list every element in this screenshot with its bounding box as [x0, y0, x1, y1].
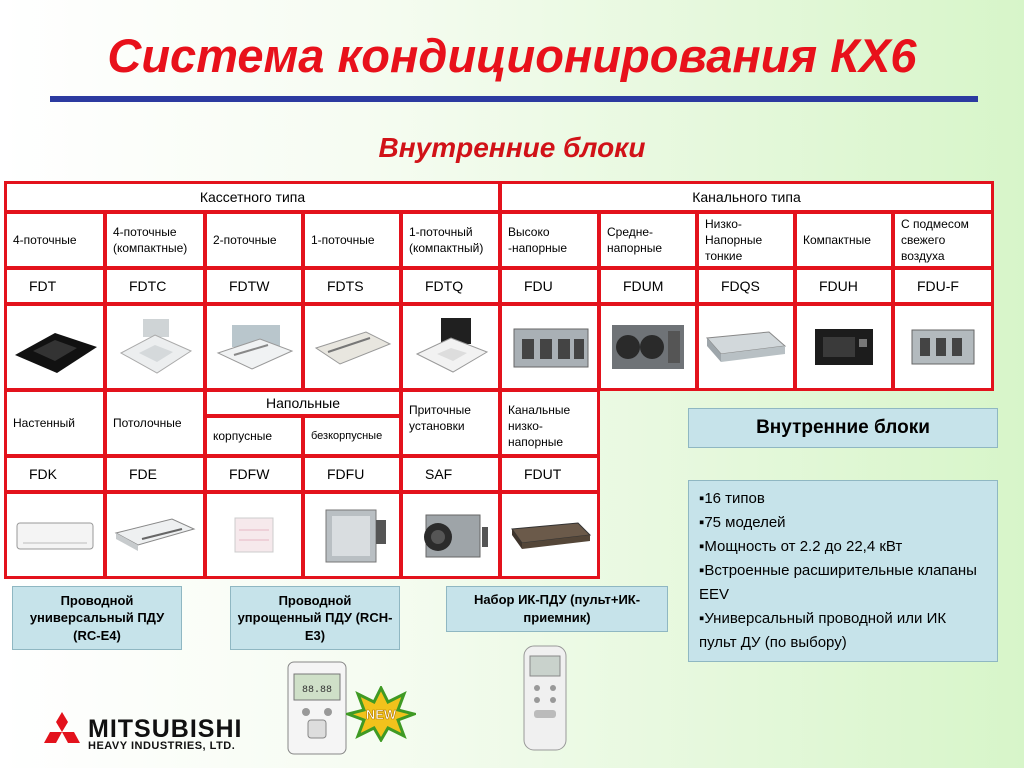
model-code: FDK: [4, 455, 106, 493]
unit-image-fdu-f: [892, 303, 994, 391]
info-item: ▪Встроенные расширительные клапаны EEV: [699, 562, 977, 603]
type-label-floor-case: корпусные: [204, 415, 304, 457]
model-code: FDT: [4, 267, 106, 305]
remote-label-rc-e4: Проводной универсальный ПДУ (RC-E4): [12, 586, 182, 650]
new-badge: [346, 686, 416, 747]
unit-image-fdum: [598, 303, 698, 391]
remote-label-rch-e3: Проводной упрощенный ПДУ (RCH-E3): [230, 586, 400, 650]
model-code: FDQS: [696, 267, 796, 305]
model-code: FDTW: [204, 267, 304, 305]
unit-image-fdt: [4, 303, 106, 391]
unit-image-fdqs: [696, 303, 796, 391]
type-label-floor-nocase: безкорпусные: [302, 415, 402, 457]
unit-image-saf: [400, 491, 501, 579]
title-divider: [50, 96, 978, 102]
wired-remote-image: [286, 660, 348, 761]
unit-image-fdtc: [104, 303, 206, 391]
model-code: FDUH: [794, 267, 894, 305]
info-list: [688, 480, 998, 662]
info-item: ▪Мощность от 2.2 до 22,4 кВт: [699, 538, 903, 555]
unit-image-fdk: [4, 491, 106, 579]
type-label: 4-поточные: [4, 211, 106, 269]
type-label-supply: Приточные установки: [400, 389, 501, 457]
unit-image-fdtq: [400, 303, 501, 391]
model-code: FDTQ: [400, 267, 501, 305]
page-title: Система кондиционирования КХ6: [107, 29, 917, 82]
type-label-ceiling: Потолочные: [104, 389, 206, 457]
model-code: FDUT: [499, 455, 600, 493]
unit-image-fduh: [794, 303, 894, 391]
type-label: С подмесом свежего воздуха: [892, 211, 994, 269]
model-code: FDFU: [302, 455, 402, 493]
group-cassette: Кассетного типа: [4, 181, 501, 213]
model-code: FDE: [104, 455, 206, 493]
type-label: Высоко -напорные: [499, 211, 600, 269]
type-label: 1-поточные: [302, 211, 402, 269]
model-code: FDFW: [204, 455, 304, 493]
info-item: ▪75 моделей: [699, 514, 786, 531]
model-code: FDU-F: [892, 267, 994, 305]
type-label: Низко- Напорные тонкие: [696, 211, 796, 269]
model-code: SAF: [400, 455, 501, 493]
unit-image-fdu: [499, 303, 600, 391]
unit-image-fdfw: [204, 491, 304, 579]
remote-label-ir: Набор ИК-ПДУ (пульт+ИК-приемник): [446, 586, 668, 632]
type-label-wall: Настенный: [4, 389, 106, 457]
group-ducted: Канального типа: [499, 181, 994, 213]
model-code: FDTC: [104, 267, 206, 305]
unit-image-fde: [104, 491, 206, 579]
type-label-duct-low: Канальные низко- напорные: [499, 389, 600, 457]
type-label: Средне- напорные: [598, 211, 698, 269]
remote-screen-text: 88.88: [301, 685, 333, 696]
new-badge-text: NEW: [365, 707, 397, 722]
type-label-floor: Напольные: [204, 389, 402, 417]
type-label: 4-поточные (компактные): [104, 211, 206, 269]
model-code: FDUM: [598, 267, 698, 305]
type-label: 2-поточные: [204, 211, 304, 269]
ir-remote-image: [520, 644, 570, 757]
logo-subtitle: HEAVY INDUSTRIES, LTD.: [88, 740, 236, 752]
model-code: FDU: [499, 267, 600, 305]
unit-image-fdtw: [204, 303, 304, 391]
info-item: ▪Универсальный проводной или ИК пульт ДУ (по выбору): [699, 610, 947, 651]
info-heading: Внутренние блоки: [688, 408, 998, 448]
page-subtitle: Внутренние блоки: [378, 132, 646, 163]
model-code: FDTS: [302, 267, 402, 305]
unit-image-fdut: [499, 491, 600, 579]
info-item: ▪16 типов: [699, 490, 765, 507]
mitsubishi-diamonds-icon: [38, 710, 86, 759]
unit-image-fdts: [302, 303, 402, 391]
unit-image-fdfu: [302, 491, 402, 579]
logo-name: MITSUBISHI: [88, 715, 243, 743]
type-label: Компактные: [794, 211, 894, 269]
type-label: 1-поточный (компактный): [400, 211, 501, 269]
